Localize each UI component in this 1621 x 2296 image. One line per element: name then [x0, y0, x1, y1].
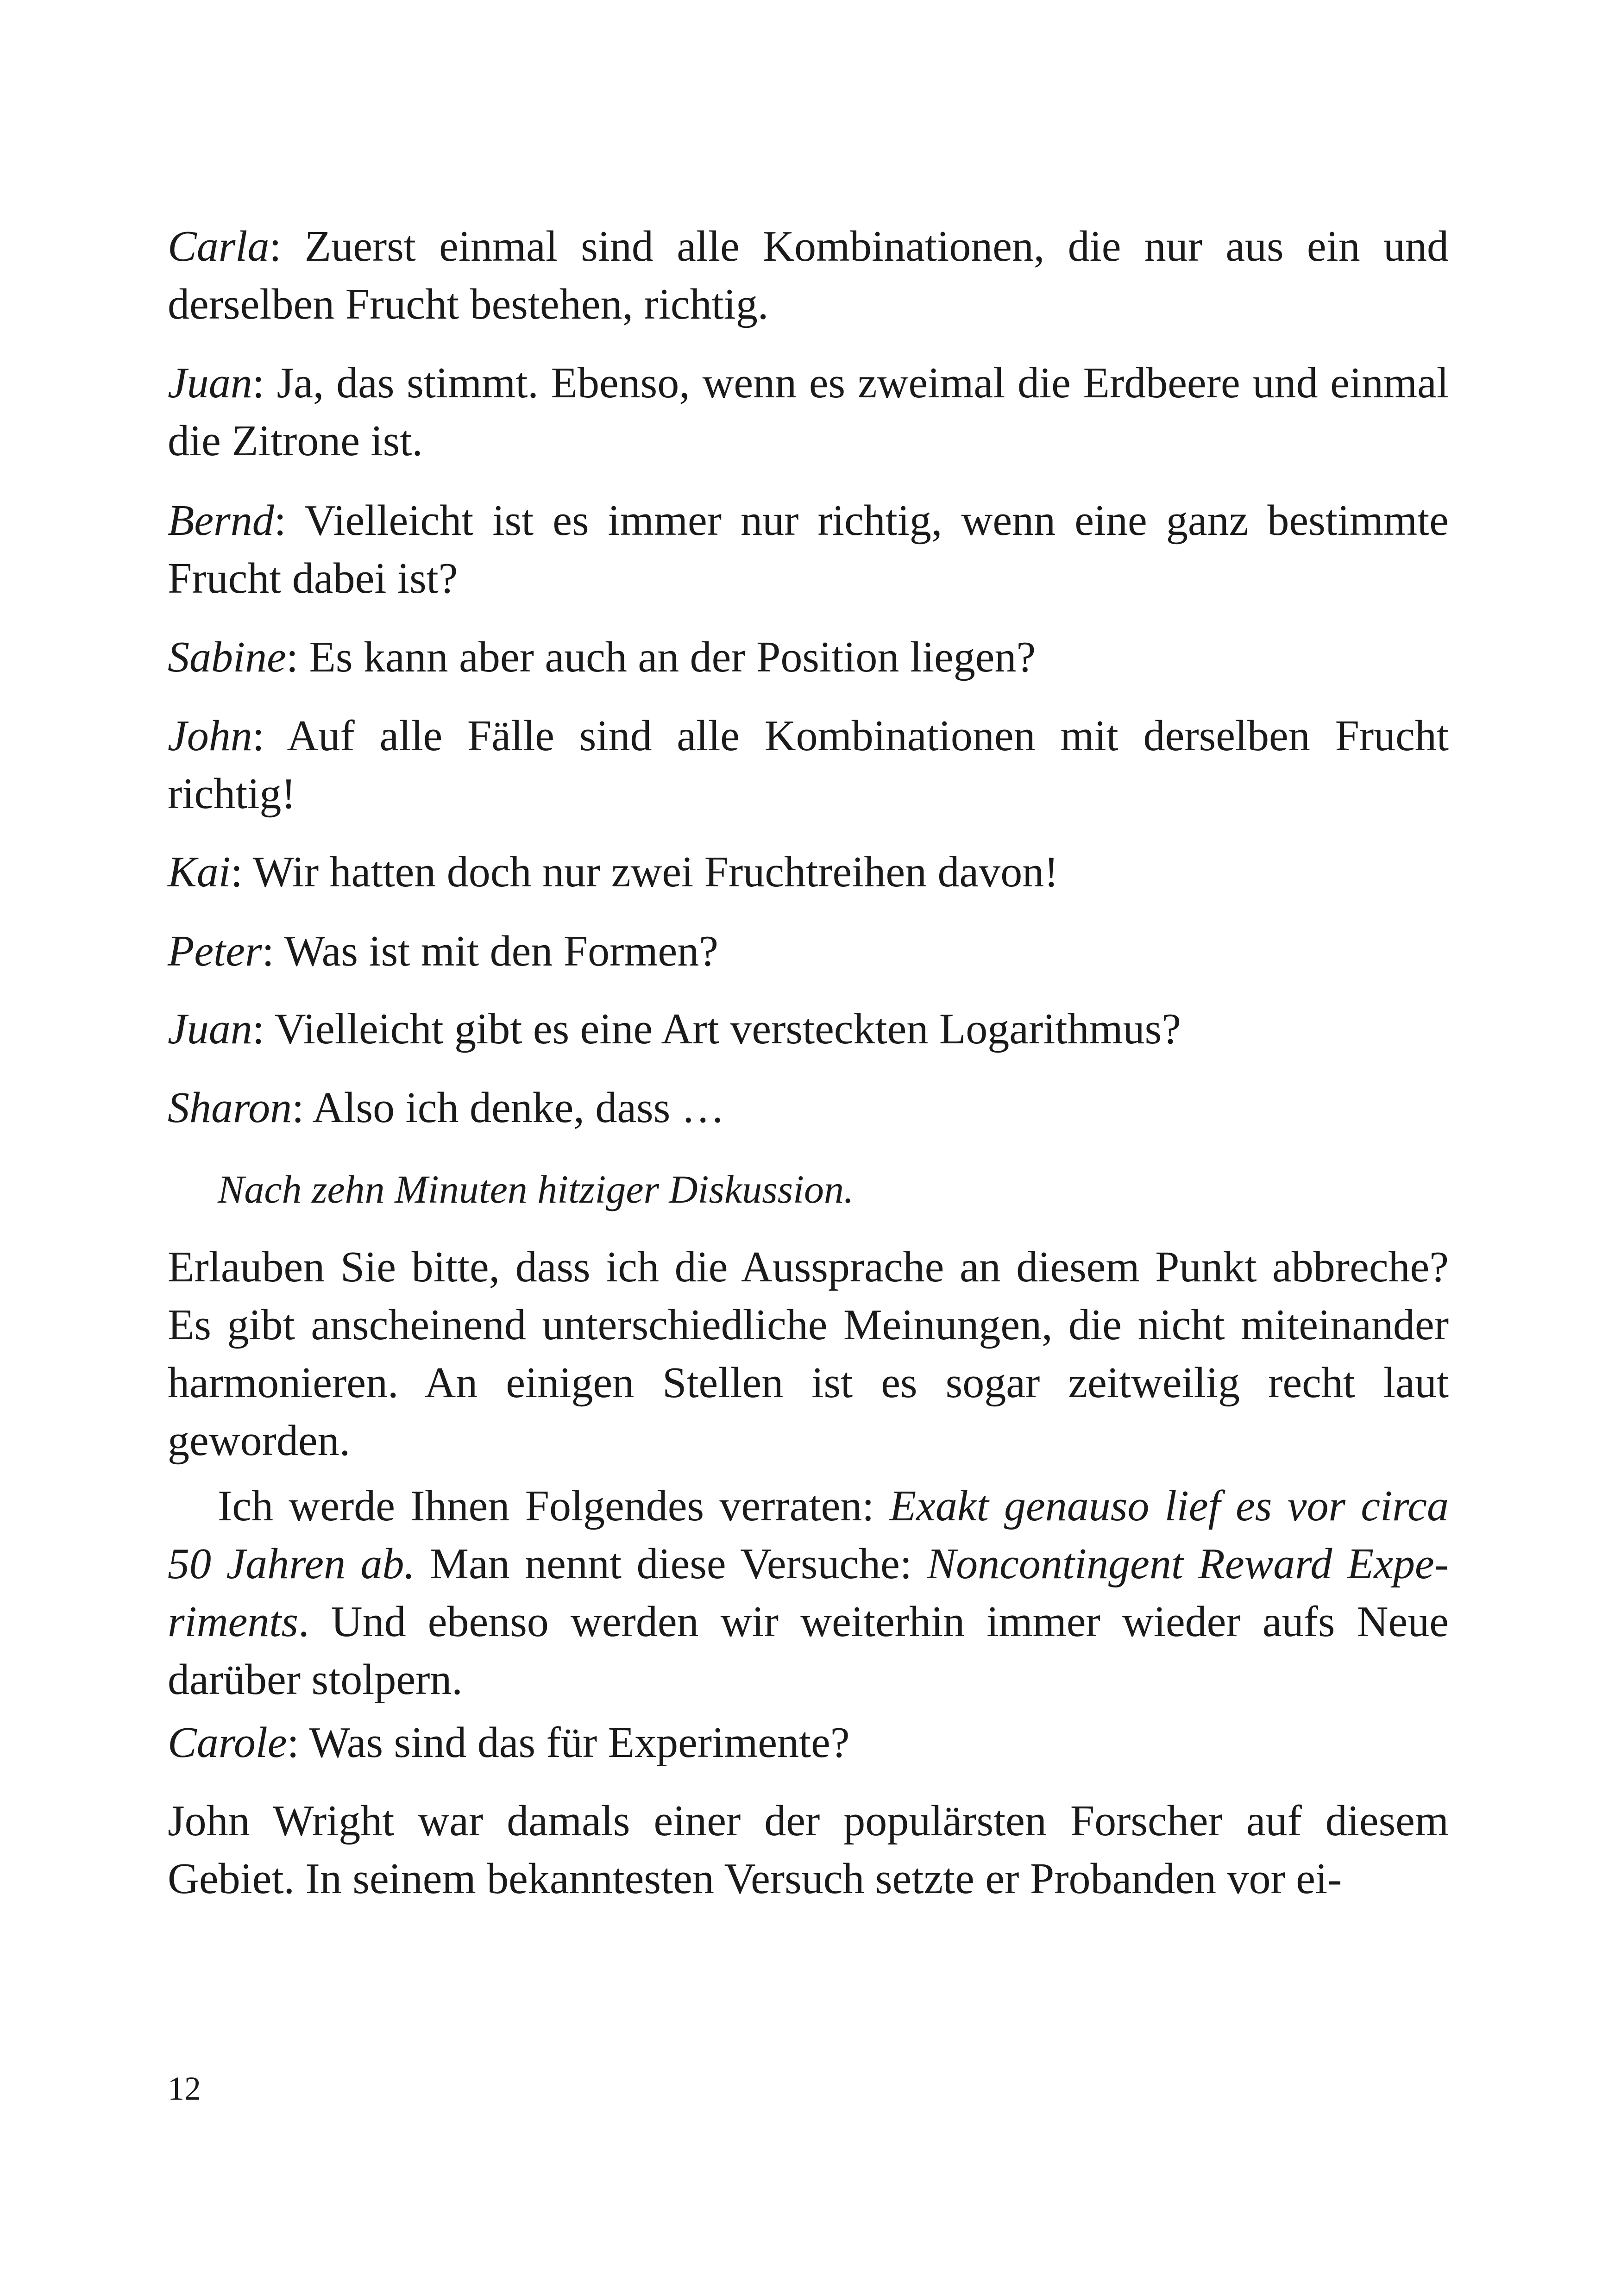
speaker-name: Kai	[168, 848, 231, 896]
paragraph-text: Erlauben Sie bitte, dass ich die Aussprache an diesem Punkt abbreche? Es gibt anscheinend unterschiedliche Meinungen, die nicht miteinander harmonieren. An einigen Stellen ist es sogar zeitweilig recht laut geworden.	[168, 1243, 1449, 1465]
stage-direction-text: Nach zehn Minuten hitziger Diskussion.	[218, 1167, 854, 1211]
reveal-middle: Man nennt diese Versuche:	[415, 1540, 927, 1588]
dialogue-juan-2	[168, 1000, 1449, 1058]
dialogue-juan-1	[168, 354, 1449, 470]
paragraph-reveal	[168, 1477, 1449, 1709]
dialogue-carole	[168, 1714, 1449, 1772]
paragraph-interrupt	[168, 1238, 1449, 1470]
speaker-name: Juan	[168, 359, 252, 407]
reveal-term: Noncontingent Reward Experiments	[168, 1540, 1449, 1646]
dialogue-text: : Es kann aber auch an der Position liegen?	[286, 633, 1036, 681]
speaker-name: John	[168, 712, 252, 760]
dialogue-text: : Ja, das stimmt. Ebenso, wenn es zweimal die Erdbeere und einmal die Zitrone ist.	[168, 359, 1449, 465]
dialogue-sabine	[168, 628, 1449, 686]
speaker-name: Carole	[168, 1719, 287, 1767]
reveal-quote: Exakt genauso lief es vor circa 50 Jahren ab.	[168, 1482, 1449, 1588]
speaker-name: Bernd	[168, 496, 274, 545]
dialogue-text: : Was sind das für Experimente?	[287, 1719, 850, 1767]
paragraph-text: John Wright war damals einer der populärsten Forscher auf diesem Gebiet. In seinem bekanntesten Versuch setzte er Probanden vor ei-	[168, 1797, 1449, 1903]
speaker-name: Juan	[168, 1005, 252, 1053]
speaker-name: Sharon	[168, 1084, 292, 1132]
dialogue-text: : Zuerst einmal sind alle Kombinationen, die nur aus ein und derselben Frucht bestehen, richtig.	[168, 222, 1449, 328]
dialogue-text: : Wir hatten doch nur zwei Fruchtreihen davon!	[230, 848, 1059, 896]
speaker-name: Sabine	[168, 633, 286, 681]
speaker-name: Peter	[168, 927, 262, 975]
dialogue-carla-1	[168, 218, 1449, 333]
dialogue-john	[168, 707, 1449, 823]
dialogue-bernd	[168, 492, 1449, 608]
dialogue-sharon	[168, 1079, 1449, 1137]
speaker-name: Carla	[168, 222, 270, 270]
reveal-tail: . Und ebenso werden wir weiterhin immer wieder aufs Neue darüber stolpern.	[168, 1598, 1449, 1704]
page-number: 12	[168, 2070, 201, 2107]
stage-direction	[218, 1161, 1449, 1218]
dialogue-peter	[168, 922, 1449, 980]
dialogue-text: : Vielleicht gibt es eine Art versteckten Logarithmus?	[252, 1005, 1181, 1053]
reveal-lead: Ich werde Ihnen Folgendes verraten:	[218, 1482, 890, 1530]
dialogue-text: : Was ist mit den Formen?	[262, 927, 719, 975]
paragraph-wright	[168, 1792, 1449, 1908]
dialogue-text: : Vielleicht ist es immer nur richtig, wenn eine ganz bestimmte Frucht dabei ist?	[168, 496, 1449, 602]
dialogue-kai	[168, 843, 1449, 901]
dialogue-text: : Also ich denke, dass …	[292, 1084, 725, 1132]
dialogue-text: : Auf alle Fälle sind alle Kombinationen mit derselben Frucht richtig!	[168, 712, 1449, 818]
